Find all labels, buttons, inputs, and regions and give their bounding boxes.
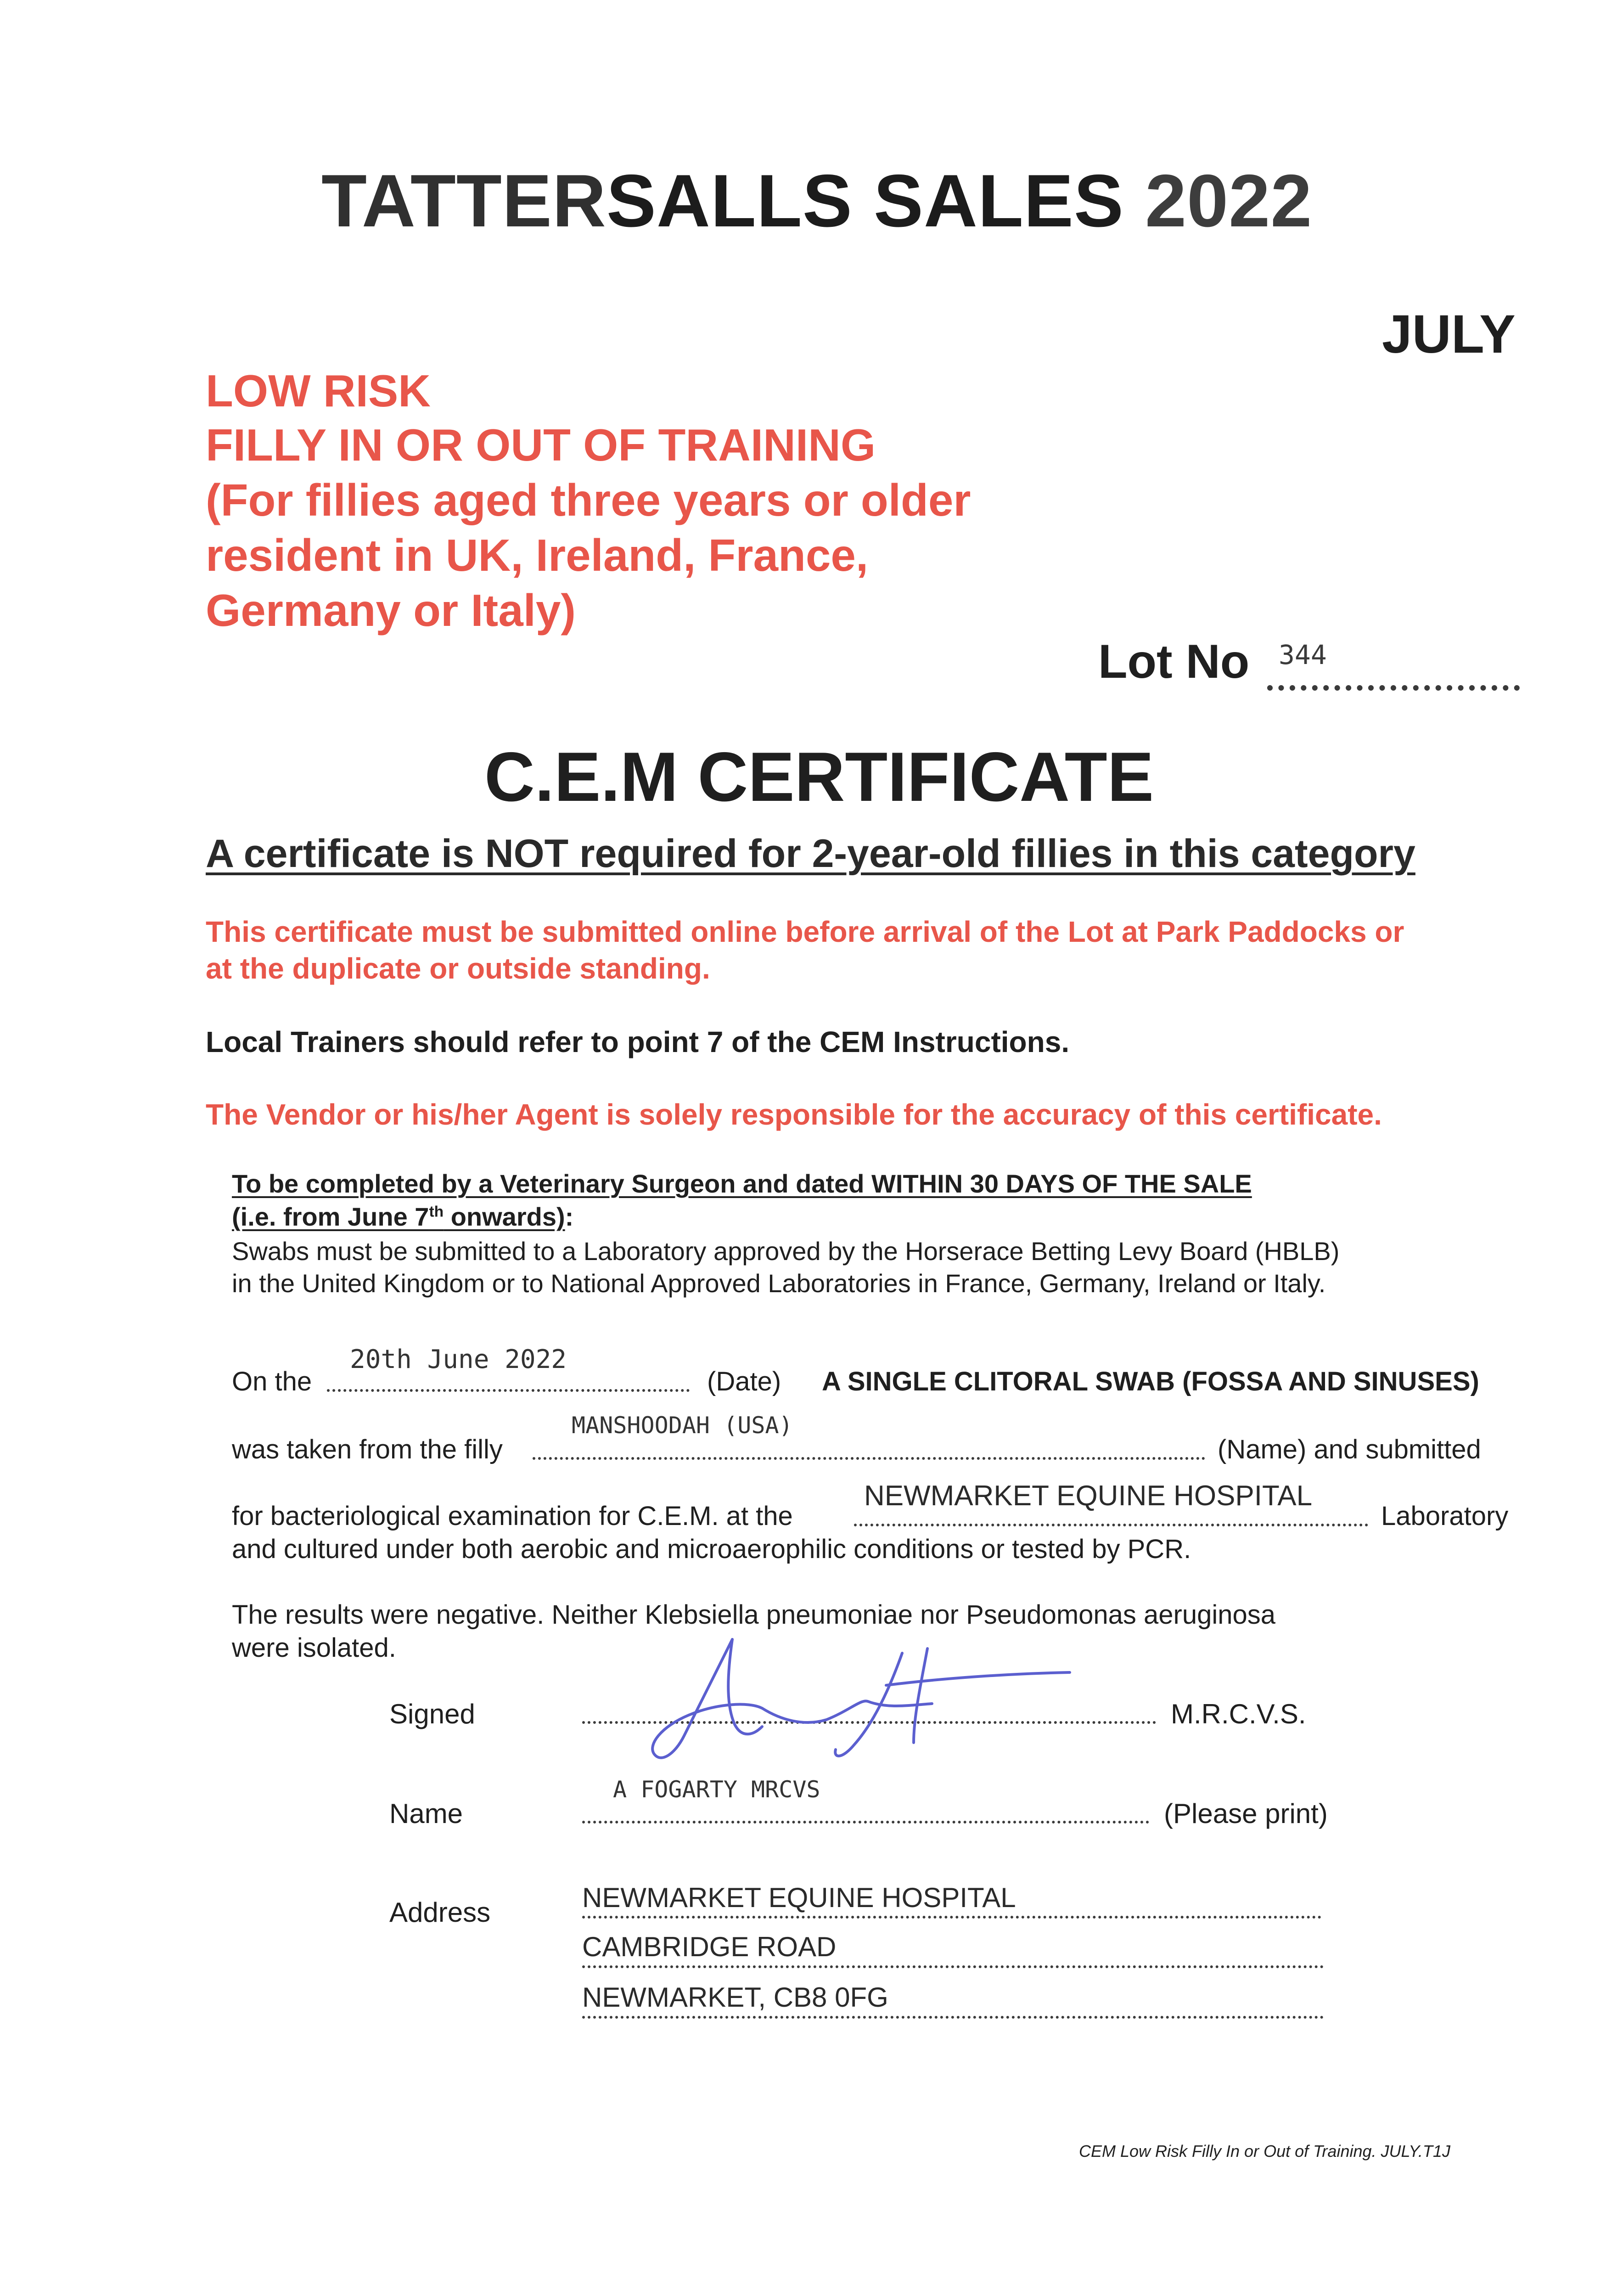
laboratory-label: Laboratory xyxy=(1381,1501,1509,1531)
category-line-4: resident in UK, Ireland, France, xyxy=(206,530,869,580)
lot-number-dots xyxy=(1267,685,1520,691)
page-title xyxy=(321,158,1350,244)
results-line-2: were isolated. xyxy=(232,1633,396,1663)
taken-from-label: was taken from the filly xyxy=(232,1435,503,1464)
filly-name-label: (Name) and submitted xyxy=(1218,1435,1481,1464)
filly-name-dots xyxy=(533,1457,1205,1460)
category-line-5: Germany or Italy) xyxy=(206,585,576,636)
name-label: Name xyxy=(389,1798,463,1829)
laboratory-dots xyxy=(854,1524,1368,1526)
date-dots xyxy=(327,1389,690,1392)
address-line-3-dots xyxy=(582,2016,1324,2019)
heading-date-suffix: th xyxy=(429,1203,444,1221)
signed-label: Signed xyxy=(389,1699,475,1729)
category-line-1: LOW RISK xyxy=(206,366,431,416)
footer-reference: CEM Low Risk Filly In or Out of Training. JULY.T1J xyxy=(1079,2142,1450,2161)
cultured-text: and cultured under both aerobic and microaerophilic conditions or tested by PCR. xyxy=(232,1534,1191,1564)
address-label: Address xyxy=(389,1897,491,1928)
exam-text: for bacteriological examination for C.E.M. at the xyxy=(232,1501,793,1531)
online-notice-line-2: at the duplicate or outside standing. xyxy=(206,952,710,985)
address-line-1[interactable]: NEWMARKET EQUINE HOSPITAL xyxy=(582,1882,1016,1913)
mrcvs-label: M.R.C.V.S. xyxy=(1171,1699,1306,1729)
lot-number-value[interactable]: 344 xyxy=(1279,639,1327,670)
local-trainers-notice: Local Trainers should refer to point 7 of the CEM Instructions. xyxy=(206,1025,1070,1058)
signature-mark xyxy=(611,1621,1079,1773)
address-line-2[interactable]: CAMBRIDGE ROAD xyxy=(582,1931,837,1962)
title-part-1: TATTER xyxy=(321,159,607,242)
certificate-title: C.E.M CERTIFICATE xyxy=(484,738,1154,816)
heading-date-prefix: (i.e. from June 7 xyxy=(232,1202,429,1231)
category-line-2: FILLY IN OR OUT OF TRAINING xyxy=(206,420,876,470)
address-line-2-dots xyxy=(582,1965,1324,1968)
category-line-3: (For fillies aged three years or older xyxy=(206,475,971,525)
swabs-line-2: in the United Kingdom or to National Approved Laboratories in France, Germany, Ireland or Italy. xyxy=(232,1269,1326,1298)
instructions-heading-line-1: To be completed by a Veterinary Surgeon and dated WITHIN 30 DAYS OF THE SALE xyxy=(232,1169,1252,1198)
heading-date-post: onwards) xyxy=(444,1202,565,1231)
swab-type: A SINGLE CLITORAL SWAB (FOSSA AND SINUSES) xyxy=(822,1367,1479,1396)
laboratory-value[interactable]: NEWMARKET EQUINE HOSPITAL xyxy=(864,1480,1313,1512)
results-line-1: The results were negative. Neither Klebsiella pneumoniae nor Pseudomonas aeruginosa xyxy=(232,1600,1276,1630)
date-value[interactable]: 20th June 2022 xyxy=(350,1345,567,1374)
address-line-3[interactable]: NEWMARKET, CB8 0FG xyxy=(582,1982,888,2013)
sale-month: JULY xyxy=(1382,304,1516,365)
printed-name-dots xyxy=(582,1821,1149,1823)
address-line-1-dots xyxy=(582,1916,1321,1919)
vendor-notice: The Vendor or his/her Agent is solely responsible for the accuracy of this certificate. xyxy=(206,1098,1382,1131)
printed-name-value[interactable]: A FOGARTY MRCVS xyxy=(613,1776,820,1803)
swabs-line-1: Swabs must be submitted to a Laboratory approved by the Horserace Betting Levy Board (HBLB) xyxy=(232,1237,1340,1266)
filly-name-value[interactable]: MANSHOODAH (USA) xyxy=(572,1412,793,1439)
on-the-label: On the xyxy=(232,1367,312,1396)
not-required-notice: A certificate is NOT required for 2-year-old fillies in this category xyxy=(206,832,1415,876)
lot-number-label: Lot No xyxy=(1098,635,1250,688)
please-print-label: (Please print) xyxy=(1164,1798,1328,1829)
heading-colon: : xyxy=(565,1202,574,1231)
online-notice-line-1: This certificate must be submitted online before arrival of the Lot at Park Paddocks or xyxy=(206,915,1404,948)
instructions-heading-line-2 xyxy=(232,1202,573,1232)
title-part-2: SALLS SALES xyxy=(606,159,1124,242)
title-part-3: 2022 xyxy=(1145,159,1313,242)
date-label: (Date) xyxy=(707,1367,781,1396)
